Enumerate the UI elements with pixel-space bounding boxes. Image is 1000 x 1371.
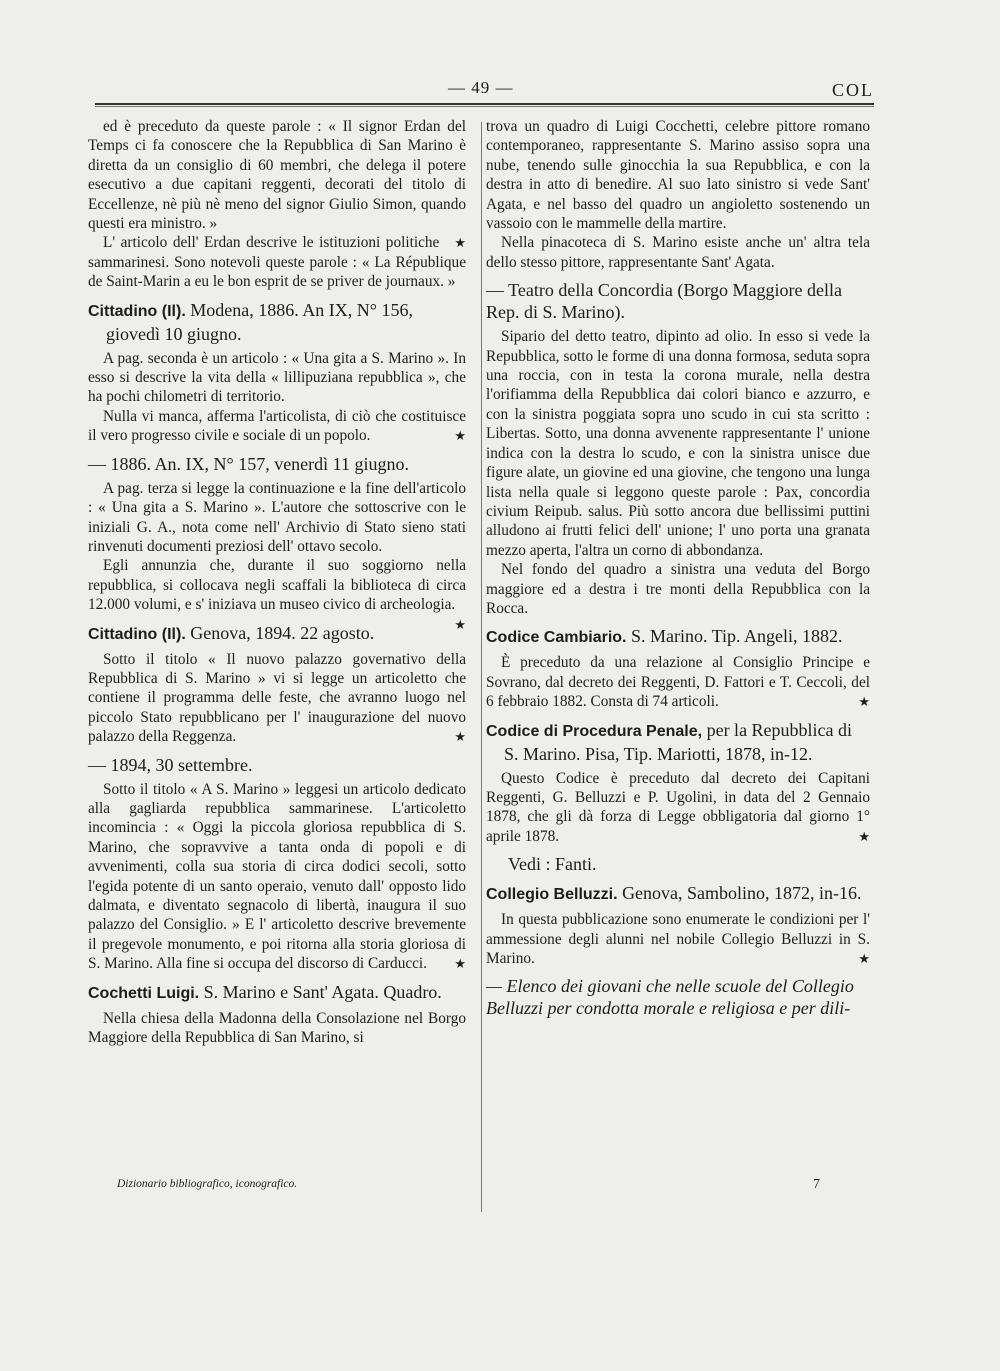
running-head: COL	[832, 80, 874, 100]
entry-codice-cambiario	[486, 625, 870, 649]
paragraph: Sotto il titolo « Il nuovo palazzo governativo della Repubblica di S. Marino » vi si legge un articoletto che contiene il programma delle feste, che avranno luogo nel piccolo Stato repubblicano per l' inaugurazione del nuovo palazzo della Reggenza. ★	[88, 650, 466, 746]
paragraph: ★ L' articolo dell' Erdan descrive le istituzioni politiche sammarinesi. Sono notevoli queste parole : « La République de Saint-Marin a eu le bon esprit de se priver de journaux. »	[88, 234, 466, 291]
paragraph: Nel fondo del quadro a sinistra una veduta del Borgo maggiore ed a destra i tre monti della Repubblica con la Rocca.	[486, 561, 870, 617]
signature-mark: 7	[813, 1177, 820, 1192]
star-icon: ★	[454, 956, 466, 972]
entry-codice-penale	[486, 719, 870, 765]
left-column	[88, 117, 466, 1047]
star-icon: ★	[858, 951, 870, 966]
paragraph: Sipario del detto teatro, dipinto ad olio. In esso si vede la Repubblica, sotto le forme di una donna formosa, seduta sopra una roccia, con in testa la corona murale, nella destra l'orifiamma della Repubblica dai colori bianco e azzurro, e con la sinistra poggiata sopra uno scudo in cui sta scritto : Libertas. Sotto, una donna avvenente rappresentante l' unione indica con la destra lo scudo, e con la sinistra unisce due figure alate, un giovine ed una giovine, che tengono una lunga lista nella quale si leggono queste parole : Pax, concordia civium Reipub. salus. Più sotto ancora due bellissimi puttini alludono ai frutti felici dell' unione; l' uno porta una granata mezzo aperta, l'altra un corno di abbondanza.	[486, 328, 870, 559]
subentry-1886: — 1886. An. IX, N° 157, venerdì 11 giugno.	[88, 453, 410, 474]
page-number: — 49 —	[448, 78, 514, 97]
star-icon: ★	[454, 616, 466, 632]
star-icon: ★	[858, 828, 870, 844]
paragraph: A pag. terza si legge la continuazione e la fine dell'articolo : « Una gita a S. Marino ». L'autore che sottoscrive con le iniziali G. A., nota come nell' Archivio di Stato sieno stati rinvenuti documenti preziosi dell' ottavo secolo.	[88, 479, 466, 555]
paragraph: Egli annunzia che, durante il suo soggiorno nella repubblica, si collocava negli scaffali la biblioteca di circa 12.000 volumi, e s' iniziava un museo civico di archeologia. ★	[88, 557, 466, 632]
paragraph: In questa pubblicazione sono enumerate le condizioni per l' ammessione degli alunni nel nobile Collegio Belluzzi in S. Marino. ★	[486, 911, 870, 967]
entry-details: per la Repubblica di S. Marino. Pisa, Tip. Mariotti, 1878, in-12.	[504, 719, 853, 764]
column-divider	[481, 122, 482, 1212]
entry-collegio-belluzzi	[486, 882, 870, 906]
paragraph: ed è preceduto da queste parole : « Il signor Erdan del Temps ci fa conoscere che la Repubblica di San Marino è diretta da un consiglio di 60 membri, che delega il potere esecutivo a due capitani reggenti, decorati del titolo di Eccellenze, nè più nè meno del signor Giulio Simon, quando questi era ministro. »	[88, 118, 466, 233]
subentry-1894: — 1894, 30 settembre.	[88, 754, 253, 775]
entry-details: Genova, 1894. 22 agosto.	[190, 622, 375, 643]
paragraph: Nulla vi manca, afferma l'articolista, di ciò che costituisce il vero progresso civile e sociale di un popolo. ★	[88, 407, 466, 445]
star-icon: ★	[454, 428, 466, 444]
star-icon: ★	[454, 729, 466, 745]
entry-cittadino-1894	[88, 622, 466, 646]
entry-head: Cittadino (Il).	[88, 302, 186, 320]
paragraph: Questo Codice è preceduto dal decreto dei Capitani Reggenti, G. Belluzzi e P. Ugolini, in data del 2 Gennaio 1878, che gli dà forza di Legge obbligatoria dal giorno 1° aprile 1878. ★	[486, 769, 870, 845]
paragraph: Nella pinacoteca di S. Marino esiste anche un' altra tela dello stesso pittore, rappresentante Sant' Agata.	[486, 234, 870, 271]
entry-cochetti	[88, 981, 466, 1005]
right-column	[486, 117, 870, 1019]
star-icon: ★	[454, 235, 466, 251]
see-also: Vedi : Fanti.	[508, 854, 597, 875]
entry-details: S. Marino. Tip. Angeli, 1882.	[630, 626, 843, 647]
paragraph: È preceduto da una relazione al Consiglio Principe e Sovrano, dal decreto dei Reggenti, D. Fattori e T. Ceccoli, del 6 febbraio 1882. Consta di 74 articoli. ★	[486, 654, 870, 711]
entry-head: Cittadino (Il).	[88, 625, 186, 643]
entry-details: Modena, 1886. An IX, N° 156, giovedì 10 giugno.	[106, 299, 413, 344]
footer-title: Dizionario bibliografico, iconografico.	[117, 1178, 298, 1190]
paragraph: Nella chiesa della Madonna della Consolazione nel Borgo Maggiore della Repubblica di San Marino, si	[88, 1009, 466, 1047]
entry-head: Cochetti Luigi.	[88, 984, 200, 1002]
entry-head: Codice di Procedura Penale,	[486, 722, 703, 740]
entry-details: S. Marino e Sant' Agata. Quadro.	[203, 981, 442, 1002]
entry-details: Genova, Sambolino, 1872, in-16.	[622, 883, 862, 904]
subentry-elenco: — Elenco dei giovani che nelle scuole del Collegio Belluzzi per condotta morale e religiosa e per dili-	[486, 976, 854, 1019]
star-icon: ★	[858, 694, 870, 710]
entry-cittadino-1886	[88, 299, 466, 345]
header-rule	[95, 103, 874, 107]
entry-head: Collegio Belluzzi.	[486, 886, 618, 904]
entry-head: Codice Cambiario.	[486, 629, 627, 647]
paragraph: A pag. seconda è un articolo : « Una gita a S. Marino ». In esso si descrive la vita della « lillipuziana repubblica », che ha pochi chilometri di territorio.	[88, 349, 466, 406]
subentry-teatro: — Teatro della Concordia (Borgo Maggiore della Rep. di S. Marino).	[486, 280, 842, 323]
paragraph: trova un quadro di Luigi Cocchetti, celebre pittore romano contemporaneo, rappresentante S. Marino assiso sopra una nube, tenendo sulle ginocchia la sua Repubblica, e con la destra in atto di benedire. Al suo lato sinistro si vede Sant' Agata, e nel basso del quadro un angioletto sostenendo un vassoio con le mammelle della martire.	[486, 118, 870, 233]
paragraph: Sotto il titolo « A S. Marino » leggesi un articolo dedicato alla gagliarda repubblica sammarinese. L'articoletto incomincia : « Oggi la piccola gloriosa repubblica di S. Marino, che sopravvive a tanta onda di popoli e di avvenimenti, colla sua storia di circa dodici secoli, sotto l'egida potente di un santo operaio, venuto dall' opposto lido dalmata, e diventato segnacolo di libertà, inaugura il suo palazzo del Consiglio. » E l' articoletto descrive brevemente il pregevole monumento, e poi ritorna alla storia gloriosa di S. Marino. Alla fine si occupa del discorso di Carducci. ★	[88, 780, 466, 973]
